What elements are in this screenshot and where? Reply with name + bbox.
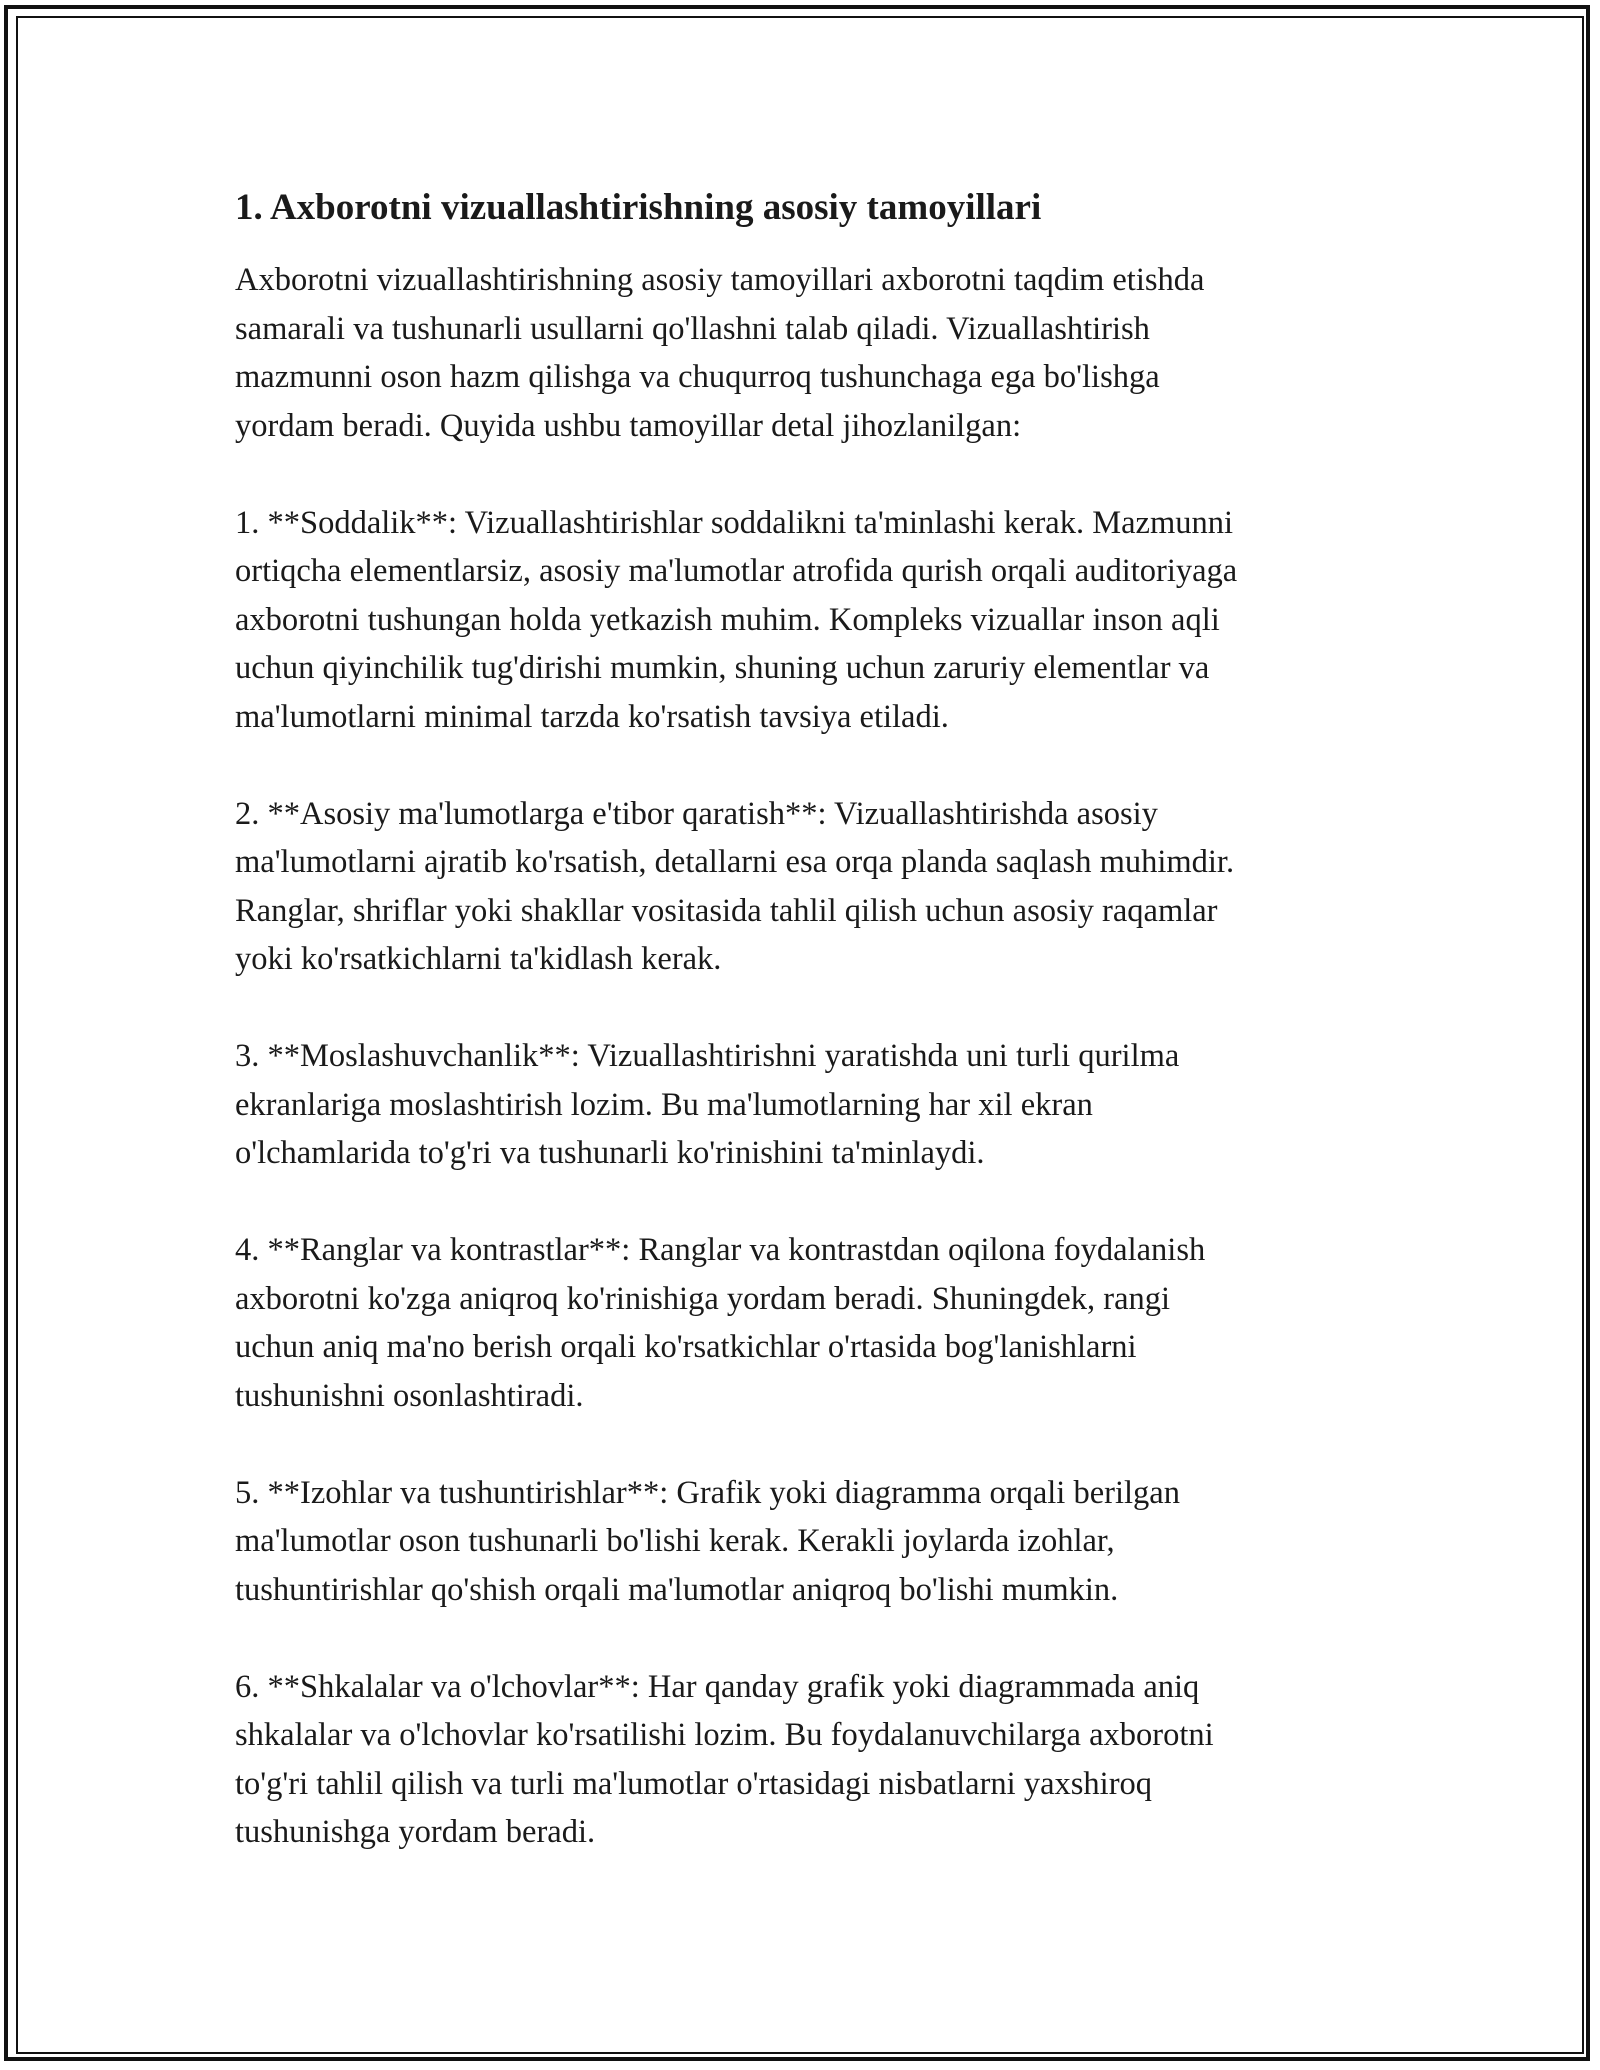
text-line: samarali va tushunarli usullarni qo'llashni talab qiladi. Vizuallashtirish — [235, 310, 1150, 347]
principle-paragraph — [235, 1469, 1385, 1615]
text-line: 1. **Soddalik**: Vizuallashtirishlar soddalikni ta'minlashi kerak. Mazmunni — [235, 504, 1234, 541]
text-line: 6. **Shkalalar va o'lchovlar**: Har qanday grafik yoki diagrammada aniq — [235, 1668, 1200, 1705]
text-line: 4. **Ranglar va kontrastlar**: Ranglar va kontrastdan oqilona foydalanish — [235, 1232, 1206, 1268]
intro-paragraph — [235, 256, 1385, 450]
text-line: axborotni ko'zga aniqroq ko'rinishiga yordam beradi. Shuningdek, rangi — [235, 1280, 1171, 1317]
paragraph-list — [235, 256, 1385, 1857]
text-line: Axborotni vizuallashtirishning asosiy tamoyillari axborotni taqdim etishda — [235, 262, 1205, 298]
text-line: uchun qiyinchilik tug'dirishi mumkin, shuning uchun zaruriy elementlar va — [235, 650, 1210, 686]
text-line: ekranlariga moslashtirish lozim. Bu ma'lumotlarning har xil ekran — [235, 1086, 1093, 1123]
text-line: axborotni tushungan holda yetkazish muhim. Kompleks vizuallar inson aqli — [235, 601, 1220, 638]
text-line: ma'lumotlarni minimal tarzda ko'rsatish tavsiya etiladi. — [235, 698, 949, 735]
principle-paragraph — [235, 499, 1385, 742]
text-line: 2. **Asosiy ma'lumotlarga e'tibor qaratish**: Vizuallashtirishda asosiy — [235, 795, 1158, 832]
document-title: 1. Axborotni vizuallashtirishning asosiy tamoyillari — [235, 187, 1042, 228]
text-line: shkalalar va o'lchovlar ko'rsatilishi lozim. Bu foydalanuvchilarga axborotni — [235, 1717, 1214, 1753]
text-line: tushuntirishlar qo'shish orqali ma'lumotlar aniqroq bo'lishi mumkin. — [235, 1571, 1119, 1608]
text-line: 3. **Moslashuvchanlik**: Vizuallashtirishni yaratishda uni turli qurilma — [235, 1038, 1180, 1074]
principle-paragraph — [235, 1663, 1385, 1857]
principle-paragraph — [235, 1226, 1385, 1420]
text-line: Ranglar, shriflar yoki shakllar vositasida tahlil qilish uchun asosiy raqamlar — [235, 892, 1218, 929]
text-line: yordam beradi. Quyida ushbu tamoyillar detal jihozlanilgan: — [235, 407, 1022, 444]
text-line: yoki ko'rsatkichlarni ta'kidlash kerak. — [235, 941, 722, 977]
text-line: o'lchamlarida to'g'ri va tushunarli ko'rinishini ta'minlaydi. — [235, 1135, 985, 1171]
text-line: 5. **Izohlar va tushuntirishlar**: Grafik yoki diagramma orqali berilgan — [235, 1474, 1180, 1511]
text-line: to'g'ri tahlil qilish va turli ma'lumotlar o'rtasidagi nisbatlarni yaxshiroq — [235, 1765, 1153, 1802]
document-body — [235, 186, 1385, 1857]
text-line: ma'lumotlar oson tushunarli bo'lishi kerak. Kerakli joylarda izohlar, — [235, 1523, 1115, 1559]
text-line: ma'lumotlarni ajratib ko'rsatish, detallarni esa orqa planda saqlash muhimdir. — [235, 844, 1235, 880]
principle-paragraph — [235, 790, 1385, 984]
principle-paragraph — [235, 1032, 1385, 1178]
text-line: mazmunni oson hazm qilishga va chuqurroq tushunchaga ega bo'lishga — [235, 359, 1160, 395]
text-line: tushunishga yordam beradi. — [235, 1814, 596, 1850]
text-line: tushunishni osonlashtiradi. — [235, 1377, 584, 1414]
text-line: ortiqcha elementlarsiz, asosiy ma'lumotlar atrofida qurish orqali auditoriyaga — [235, 553, 1238, 589]
text-line: uchun aniq ma'no berish orqali ko'rsatkichlar o'rtasida bog'lanishlarni — [235, 1329, 1137, 1365]
